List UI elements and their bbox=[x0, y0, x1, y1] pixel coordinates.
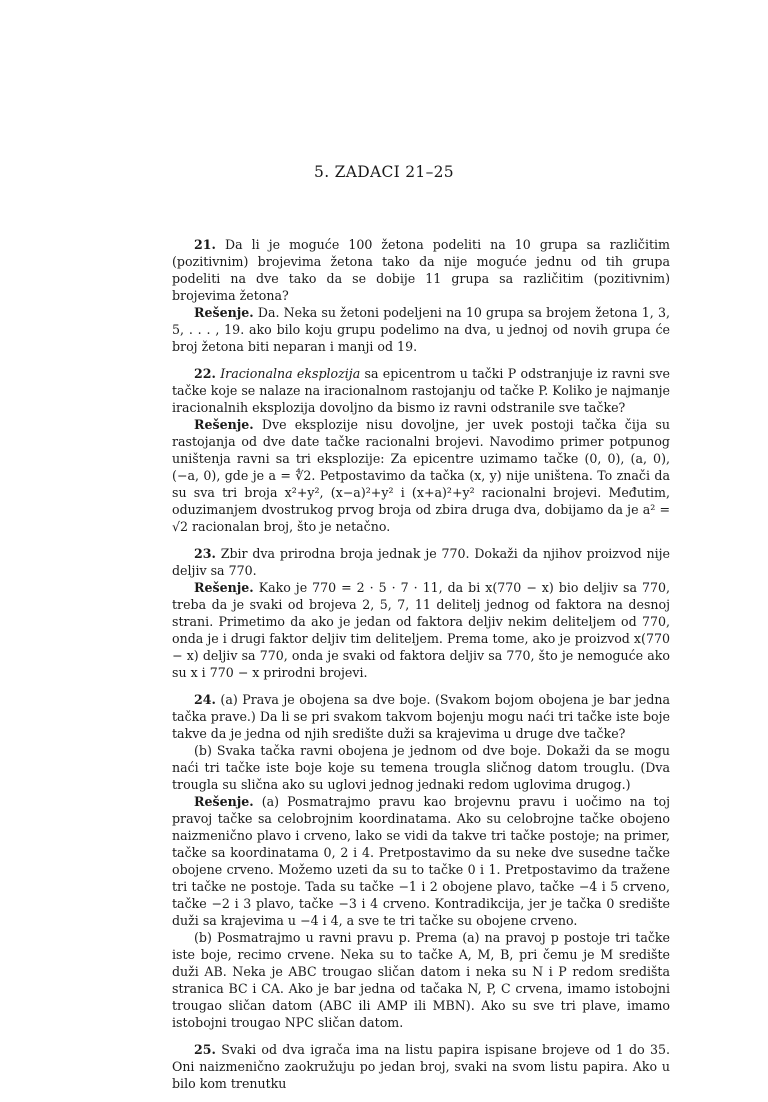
problem-21 bbox=[172, 236, 670, 355]
solution-b: (b) Posmatrajmo u ravni pravu p. Prema (a) na pravoj p postoje tri tačke iste boje, recimo crvene. Neka su to tačke A, M, B, pri čemu je M središte duži AB. Neka je ABC trougao sličan datom i neka su N i P redom središta stranica BC i CA. Ako je bar jedna od tačaka N, P, C crvena, imamo istobojni trougao sličan datom (ABC ili AMP ili MBN). Ako su sve tri plave, imamo istobojni trougao NPC sličan datom. bbox=[172, 930, 670, 1030]
problem-22 bbox=[172, 365, 670, 535]
problem-statement-b: (b) Svaka tačka ravni obojena je jednom od dve boje. Dokaži da se mogu naći tri tačke iste boje koje su temena trougla sličnog datom trouglu. (Dva trougla su slična ako su uglovi jednog jednaki redom uglovima drugog.) bbox=[172, 743, 670, 792]
solution-text: Kako je 770 = 2 · 5 · 7 · 11, da bi x(770 − x) bio deljiv sa 770, treba da je svaki od brojeva 2, 5, 7, 11 delitelj jednog od faktora na desnoj strani. Primetimo da ako je jedan od faktora deljiv nekim deliteljem od 770, onda je i drugi faktor deljiv tim deliteljem. Prema tome, ako je proizvod x(770 − x) deljiv sa 770, onda je svaki od faktora deljiv sa 770, što je nemoguće ako su x i 770 − x prirodni brojevi. bbox=[172, 580, 670, 680]
solution-label: Rešenje. bbox=[194, 580, 254, 595]
problem-statement bbox=[172, 365, 670, 416]
italic-term: Iracionalna eksplozija bbox=[220, 366, 361, 381]
problem-statement bbox=[172, 545, 670, 579]
problem-number: 22. bbox=[194, 366, 216, 381]
problem-statement-a bbox=[172, 691, 670, 742]
problem-24 bbox=[172, 691, 670, 1031]
problem-number: 23. bbox=[194, 546, 216, 561]
statement-text: Zbir dva prirodna broja jednak je 770. Dokaži da njihov proizvod nije deljiv sa 770. bbox=[172, 546, 670, 578]
solution-label: Rešenje. bbox=[194, 794, 254, 809]
statement-text: sa epicentrom u tački P odstranjuje iz ravni sve tačke koje se nalaze na iracionalnom rastojanju od tačke P. Koliko je najmanje iracionalnih eksplozija dovoljno da bismo iz ravni odstranile sve tačke? bbox=[172, 366, 670, 415]
problem-list bbox=[172, 236, 670, 1102]
solution bbox=[172, 416, 670, 535]
problem-23 bbox=[172, 545, 670, 681]
solution-label: Rešenje. bbox=[194, 305, 254, 320]
solution bbox=[172, 579, 670, 681]
problem-number: 25. bbox=[194, 1042, 216, 1057]
problem-number: 21. bbox=[194, 237, 216, 252]
solution-a bbox=[172, 793, 670, 929]
problem-statement bbox=[172, 1041, 670, 1092]
solution bbox=[172, 304, 670, 355]
solution-text: Dve eksplozije nisu dovoljne, jer uvek postoji tačka čija su rastojanja od dve date tačke racionalni brojevi. Navodimo primer potpunog uništenja ravni sa tri eksplozije: Za epicentre uzimamo tačke (0, 0), (a, 0), (−a, 0), gde je a = ∜2. Petpostavimo da tačka (x, y) nije uništena. To znači da su sva tri broja x²+y², (x−a)²+y² i (x+a)²+y² racionalni brojevi. Međutim, oduzimanjem dvostrukog prvog broja od zbira druga dva, dobijamo da je a² = √2 racionalan broj, što je netačno. bbox=[172, 417, 670, 534]
problem-statement bbox=[172, 236, 670, 304]
problem-25 bbox=[172, 1041, 670, 1092]
statement-text-a: (a) Prava je obojena sa dve boje. (Svakom bojom obojena je bar jedna tačka prave.) Da li se pri svakom takvom bojenju mogu naći tri tačke iste boje takve da je jedna od njih središte duži sa krajevima u druge dve tačke? bbox=[172, 692, 670, 741]
problem-number: 24. bbox=[194, 692, 216, 707]
solution-text: Da. Neka su žetoni podeljeni na 10 grupa sa brojem žetona 1, 3, 5, . . . , 19. ako bilo koju grupu podelimo na dva, u jednoj od novih grupa će broj žetona biti neparan i manji od 19. bbox=[172, 305, 670, 354]
statement-text: Da li je moguće 100 žetona podeliti na 10 grupa sa različitim (pozitivnim) brojevima žetona tako da nije moguće jednu od tih grupa podeliti na dve tako da se dobije 11 grupa sa različitim (pozitivnim) brojevima žetona? bbox=[172, 237, 670, 303]
statement-text: Svaki od dva igrača ima na listu papira ispisane brojeve od 1 do 35. Oni naizmenično zaokružuju po jedan broj, svaki na svom listu papira. Ako u bilo kom trenutku bbox=[172, 1042, 670, 1091]
chapter-title: 5. ZADACI 21–25 bbox=[314, 163, 454, 181]
solution-label: Rešenje. bbox=[194, 417, 254, 432]
solution-text-a: (a) Posmatrajmo pravu kao brojevnu pravu i uočimo na toj pravoj tačke sa celobrojnim koordinatama. Ako su celobrojne tačke obojeno naizmenično plavo i crveno, lako se vidi da takve tri tačke postoje; na primer, tačke sa koordinatama 0, 2 i 4. Pretpostavimo da su neke dve susedne tačke obojene crveno. Možemo uzeti da su to tačke 0 i 1. Pretpostavimo da tražene tri tačke ne postoje. Tada su tačke −1 i 2 obojene plavo, tačke −4 i 5 crveno, tačke −2 i 3 plavo, tačke −3 i 4 crveno. Kontradikcija, jer je tačka 0 središte duži sa krajevima u −4 i 4, a sve te tri tačke su obojene crveno. bbox=[172, 794, 670, 928]
